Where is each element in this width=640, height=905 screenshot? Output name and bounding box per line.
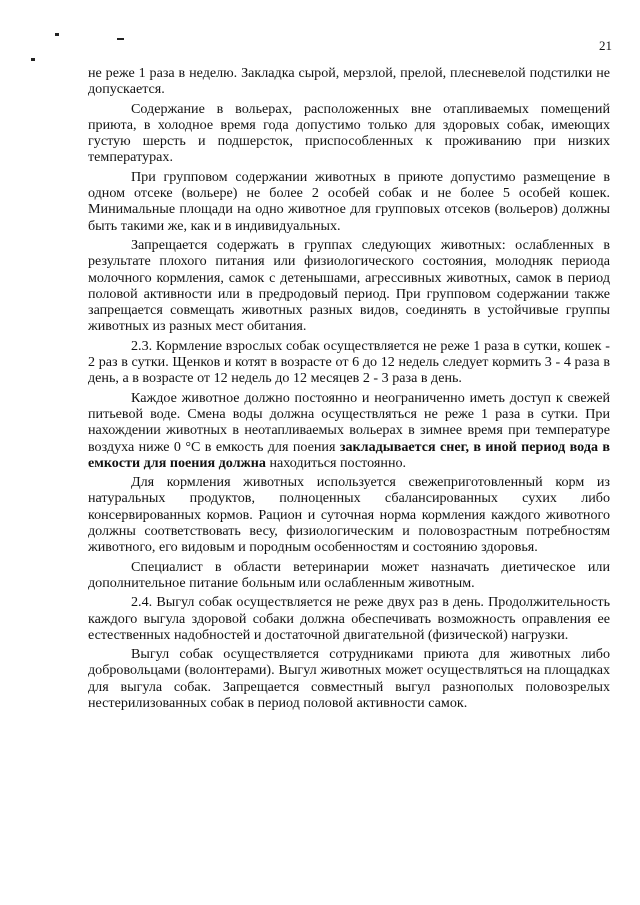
paragraph: 2.4. Выгул собак осуществляется не реже двух раз в день. Продолжительность каждого выгула здоровой собаки должна обеспечивать возможность оправления ее естественных надобностей и достаточной двигательной (физической) нагрузки. — [88, 594, 610, 643]
paragraph-bold-text: закладывается снег, в иной период вода в емкости для поения должна — [88, 438, 611, 471]
paragraph: Для кормления животных используется свежеприготовленный корм из натуральных продуктов, полноценных сбалансированных сухих либо консервированных кормов. Рацион и суточная норма кормления каждого животного должны соответствовать весу, физиологическим и половозрастным потребностям животного, его видовым и породным особенностям и состоянию здоровья. — [88, 474, 610, 556]
paragraph-text: находиться постоянно. — [265, 454, 407, 471]
paragraph: Запрещается содержать в группах следующих животных: ослабленных в результате плохого питания или физиологического состояния, молодняк периода молочного кормления, самок с детенышами, агрессивных животных, самок в период половой активности или в предродовый период. При групповом содержании также запрещается совмещать животных разных видов, соединять в устойчивые группы животных из разных мест обитания. — [88, 236, 610, 335]
scan-speck — [117, 38, 124, 40]
paragraph: не реже 1 раза в неделю. Закладка сырой, мерзлой, прелой, плесневелой подстилки не допускается. — [88, 65, 610, 98]
paragraph — [88, 390, 610, 471]
paragraph: 2.3. Кормление взрослых собак осуществляется не реже 1 раза в сутки, кошек - 2 раз в сутки. Щенков и котят в возрасте от 6 до 12 недель следует кормить 3 - 4 раза в день, а в возрасте от 12 недель до 12 месяцев 2 - 3 раза в день. — [88, 337, 610, 387]
document-body — [88, 65, 610, 711]
paragraph: При групповом содержании животных в приюте допустимо размещение в одном отсеке (вольере) не более 2 особей собак и не более 5 особей кошек. Минимальные площади на одно животное для групповых отсеков (вольеров) должны быть такими же, как и в индивидуальных. — [88, 168, 610, 234]
paragraph: Выгул собак осуществляется сотрудниками приюта для животных либо добровольцами (волонтерами). Выгул животных может осуществляться на площадках для выгула собак. Запрещается совместный выгул разнополых половозрелых нестерилизованных собак в период половой активности самок. — [88, 646, 610, 711]
paragraph: Специалист в области ветеринарии может назначать диетическое или дополнительное питание больным или ослабленным животным. — [88, 558, 610, 591]
paragraph-text: Каждое животное должно постоянно и неограниченно иметь доступ к свежей питьевой воде. Смена воды должна осуществляться не реже 1 раза в сутки. При нахождении животных в неотапливаемых вольерах в зимнее время при температуре воздуха ниже 0 °С в емкость для поения — [88, 389, 610, 455]
scan-speck — [55, 33, 59, 36]
scan-speck — [31, 58, 35, 61]
paragraph: Содержание в вольерах, расположенных вне отапливаемых помещений приюта, в холодное время года допустимо только для здоровых собак, имеющих густую шерсть и подшерсток, приспособленных к проживанию при низких температурах. — [88, 100, 610, 166]
page-number: 21 — [599, 38, 612, 53]
